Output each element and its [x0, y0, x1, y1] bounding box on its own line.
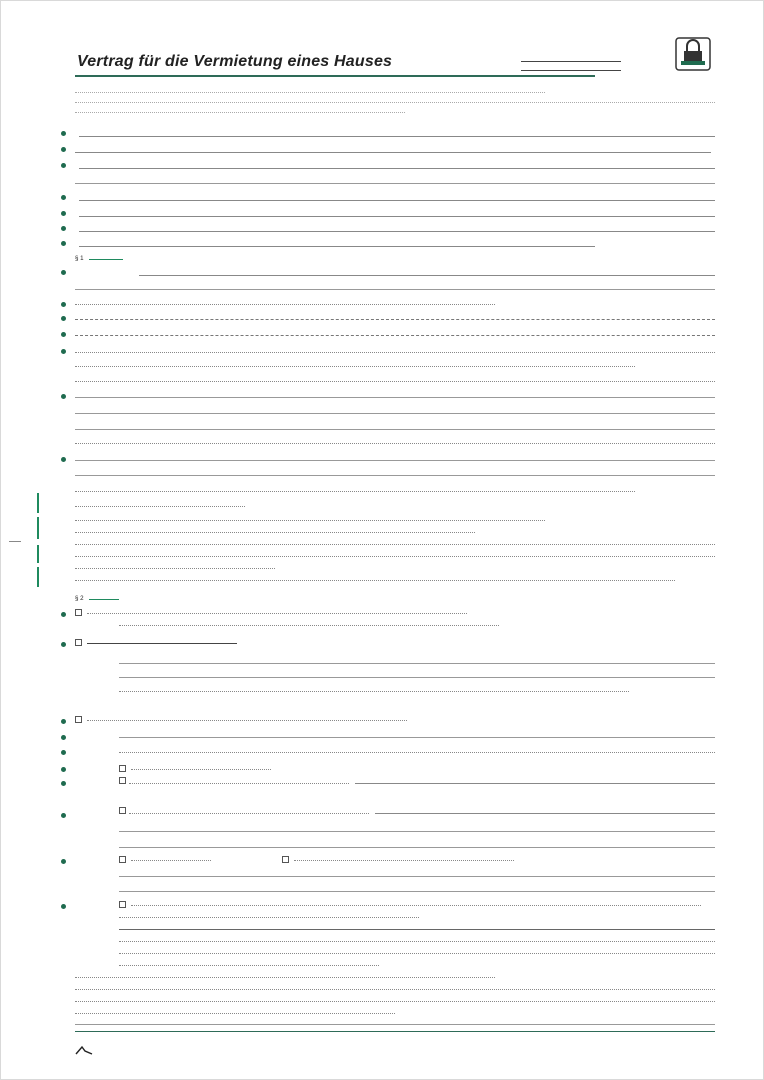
margin-bullet	[61, 316, 66, 321]
margin-bullet	[61, 302, 66, 307]
blank-line[interactable]	[75, 183, 715, 184]
margin-bullet	[61, 612, 66, 617]
text-line	[75, 520, 545, 521]
field-input[interactable]	[79, 160, 715, 169]
checkbox[interactable]	[119, 765, 126, 772]
field-input[interactable]	[79, 128, 715, 137]
checkbox[interactable]	[119, 901, 126, 908]
form-field-row	[75, 222, 715, 232]
form-field-row	[75, 207, 715, 217]
option-text	[87, 607, 467, 614]
field-input[interactable]	[79, 223, 715, 232]
document-title: Vertrag für die Vermietung eines Hauses	[77, 53, 393, 70]
checkbox[interactable]	[282, 856, 289, 863]
header-field[interactable]	[521, 64, 621, 71]
margin-bullet	[61, 211, 66, 216]
margin-bullet	[61, 767, 66, 772]
text-line	[119, 965, 379, 966]
margin-bullet	[61, 719, 66, 724]
option-text	[129, 807, 369, 814]
margin-bullet	[61, 270, 66, 275]
margin-bullet	[61, 781, 66, 786]
footer-note-rule	[75, 1024, 715, 1025]
option-text	[129, 777, 349, 784]
margin-bullet	[61, 226, 66, 231]
form-field-row	[75, 266, 715, 276]
option-row	[119, 899, 715, 909]
margin-marker	[37, 493, 39, 513]
text-line	[75, 556, 715, 557]
footer-rule	[75, 1031, 715, 1032]
fill-line[interactable]	[119, 663, 715, 664]
option-text	[131, 899, 701, 906]
text-line	[75, 366, 635, 367]
fill-line[interactable]	[119, 737, 715, 738]
field-input[interactable]	[79, 238, 595, 247]
margin-bullet	[61, 750, 66, 755]
checkbox[interactable]	[75, 609, 82, 616]
fold-mark	[9, 541, 21, 542]
footer-left	[75, 1045, 99, 1055]
form-field-row	[75, 143, 715, 153]
fill-line[interactable]	[375, 807, 715, 814]
margin-bullet	[61, 457, 66, 462]
text-line	[75, 977, 495, 978]
text-line	[75, 352, 715, 353]
margin-bullet	[61, 735, 66, 740]
section-number: § 2	[75, 595, 84, 602]
room-list-line[interactable]	[75, 319, 715, 320]
text-line	[119, 953, 715, 954]
text-line	[119, 691, 629, 692]
fill-line[interactable]	[355, 777, 715, 784]
field-input[interactable]	[75, 144, 711, 153]
blank-line[interactable]	[75, 289, 715, 290]
publisher-logo-icon	[75, 1045, 93, 1055]
blank-line[interactable]	[75, 475, 715, 476]
option-text	[131, 763, 271, 770]
margin-bullet	[61, 241, 66, 246]
fill-line[interactable]	[119, 677, 715, 678]
text-line	[75, 304, 495, 305]
intro-line	[75, 103, 405, 113]
room-list-line[interactable]	[75, 335, 715, 336]
option-row	[119, 763, 319, 773]
option-row	[119, 807, 715, 814]
text-line	[75, 443, 715, 444]
intro-line	[75, 93, 715, 103]
margin-bullet	[61, 195, 66, 200]
text-line	[119, 941, 715, 942]
padlock-icon	[675, 37, 711, 71]
margin-bullet	[61, 131, 66, 136]
margin-bullet	[61, 349, 66, 354]
text-line	[75, 1001, 715, 1002]
text-line	[75, 1013, 395, 1014]
section-title	[89, 253, 123, 260]
form-field-row	[75, 159, 715, 169]
margin-marker	[37, 567, 39, 587]
section-heading	[75, 593, 119, 602]
text-line	[75, 544, 715, 545]
option-text	[87, 637, 237, 644]
option-text	[131, 854, 211, 861]
form-field-row	[75, 127, 715, 137]
field-input[interactable]	[139, 267, 715, 276]
margin-marker	[37, 517, 39, 539]
section-title	[89, 593, 119, 600]
margin-bullet	[61, 642, 66, 647]
section-number: § 1	[75, 255, 84, 262]
checkbox[interactable]	[119, 807, 126, 814]
option-text	[294, 854, 514, 861]
fill-line[interactable]	[119, 847, 715, 848]
text-line	[75, 506, 245, 507]
margin-bullet	[61, 904, 66, 909]
blank-line[interactable]	[75, 429, 715, 430]
blank-line[interactable]	[75, 413, 715, 414]
intro-text	[75, 83, 715, 113]
option-row	[75, 714, 455, 724]
checkbox[interactable]	[75, 639, 82, 646]
header-fields	[521, 55, 621, 73]
text-line	[75, 532, 475, 533]
blank-line[interactable]	[75, 397, 715, 398]
text-line	[75, 580, 675, 581]
text-line	[119, 752, 715, 753]
margin-bullet	[61, 859, 66, 864]
form-field-row	[75, 237, 595, 247]
margin-marker	[37, 545, 39, 563]
option-row	[75, 637, 315, 647]
text-line	[119, 625, 499, 626]
checkbox[interactable]	[119, 777, 126, 784]
fill-line[interactable]	[119, 929, 715, 930]
field-input[interactable]	[79, 192, 715, 201]
text-line	[75, 989, 715, 990]
checkbox[interactable]	[119, 856, 126, 863]
option-row	[119, 777, 715, 784]
option-row	[119, 854, 539, 864]
fill-line[interactable]	[119, 876, 715, 877]
field-input[interactable]	[79, 208, 715, 217]
checkbox[interactable]	[75, 716, 82, 723]
margin-bullet	[61, 163, 66, 168]
option-row	[75, 607, 515, 617]
text-line	[75, 381, 715, 382]
text-line	[75, 491, 635, 492]
form-field-row	[75, 191, 715, 201]
section-heading	[75, 253, 123, 262]
text-line	[119, 917, 419, 918]
margin-bullet	[61, 332, 66, 337]
page-footer	[75, 1045, 715, 1055]
margin-bullet	[61, 394, 66, 399]
title-rule	[75, 75, 595, 77]
intro-line	[75, 83, 545, 93]
option-text	[87, 714, 407, 721]
margin-bullet	[61, 813, 66, 818]
fill-line[interactable]	[119, 891, 715, 892]
fill-line[interactable]	[119, 831, 715, 832]
header-field[interactable]	[521, 55, 621, 62]
margin-bullet	[61, 147, 66, 152]
text-line	[75, 568, 275, 569]
blank-line[interactable]	[75, 460, 715, 461]
